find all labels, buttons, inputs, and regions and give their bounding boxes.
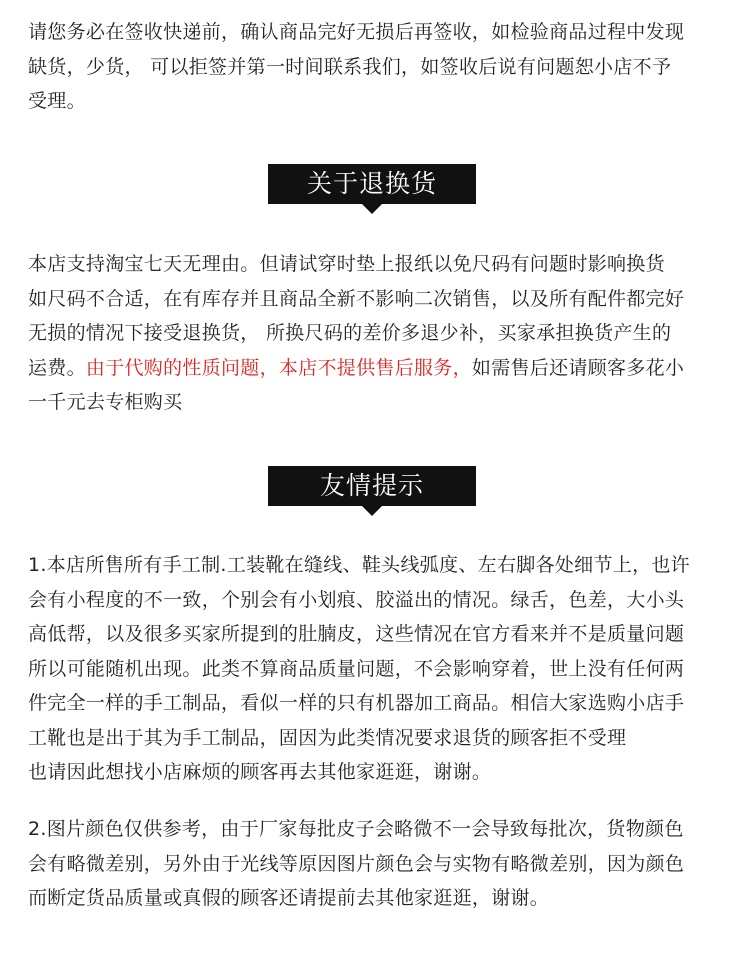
intro-line: 请您务必在签收快递前，确认商品完好无损后再签收，如检验商品过程中发现 <box>28 21 685 43</box>
tips-line: 而断定货品质量或真假的顾客还请提前去其他家逛逛，谢谢。 <box>28 887 550 909</box>
tips-line: 工靴也是出于其为手工制品，固因为此类情况要求退货的顾客拒不受理 <box>28 726 627 749</box>
intro-paragraph <box>28 15 728 119</box>
returns-line: 本店支持淘宝七天无理由。但请试穿时垫上报纸以免尺码有问题时影响换货 <box>28 253 665 275</box>
returns-line: 无损的情况下接受退换货， 所换尺码的差价多退少补，买家承担换货产生的 <box>28 322 672 344</box>
intro-line: 缺货，少货， 可以拒签并第一时间联系我们，如签收后说有问题恕小店不予 <box>28 55 672 78</box>
returns-line <box>28 351 728 386</box>
no-after-sales-warning: 由于代购的性质问题，本店不提供售后服务， <box>85 356 472 379</box>
returns-heading: 关于退换货 <box>268 164 476 204</box>
tips-line: 1.本店所售所有手工制.工装靴在缝线、鞋头线弧度、左右脚各处细节上，也许 <box>28 554 690 576</box>
returns-paragraph <box>28 247 728 420</box>
tips-line: 也请因此想找小店麻烦的顾客再去其他家逛逛，谢谢。 <box>28 761 492 783</box>
tips-item-1 <box>28 548 728 790</box>
returns-text: 如需售后还请顾客多花小 <box>471 356 685 379</box>
tips-line: 高低帮，以及很多买家所提到的肚腩皮，这些情况在官方看来并不是质量问题 <box>28 623 685 645</box>
tips-line: 会有略微差别，另外由于光线等原因图片颜色会与实物有略微差别，因为颜色 <box>28 852 685 875</box>
returns-line: 如尺码不合适，在有库存并且商品全新不影响二次销售，以及所有配件都完好 <box>28 287 685 310</box>
tips-item-2 <box>28 812 728 916</box>
intro-line: 受理。 <box>28 90 86 112</box>
tips-heading: 友情提示 <box>268 466 476 506</box>
tips-line: 所以可能随机出现。此类不算商品质量问题，不会影响穿着，世上没有任何两 <box>28 657 685 680</box>
tips-line: 会有小程度的不一致，个别会有小划痕、胶溢出的情况。绿舌，色差，大小头 <box>28 588 685 611</box>
returns-text: 运费。 <box>28 356 86 379</box>
tips-line: 2.图片颜色仅供参考，由于厂家每批皮子会略微不一会导致每批次，货物颜色 <box>28 818 684 840</box>
tips-line: 件完全一样的手工制品，看似一样的只有机器加工商品。相信大家选购小店手 <box>28 692 685 714</box>
returns-line: 一千元去专柜购买 <box>28 391 183 413</box>
